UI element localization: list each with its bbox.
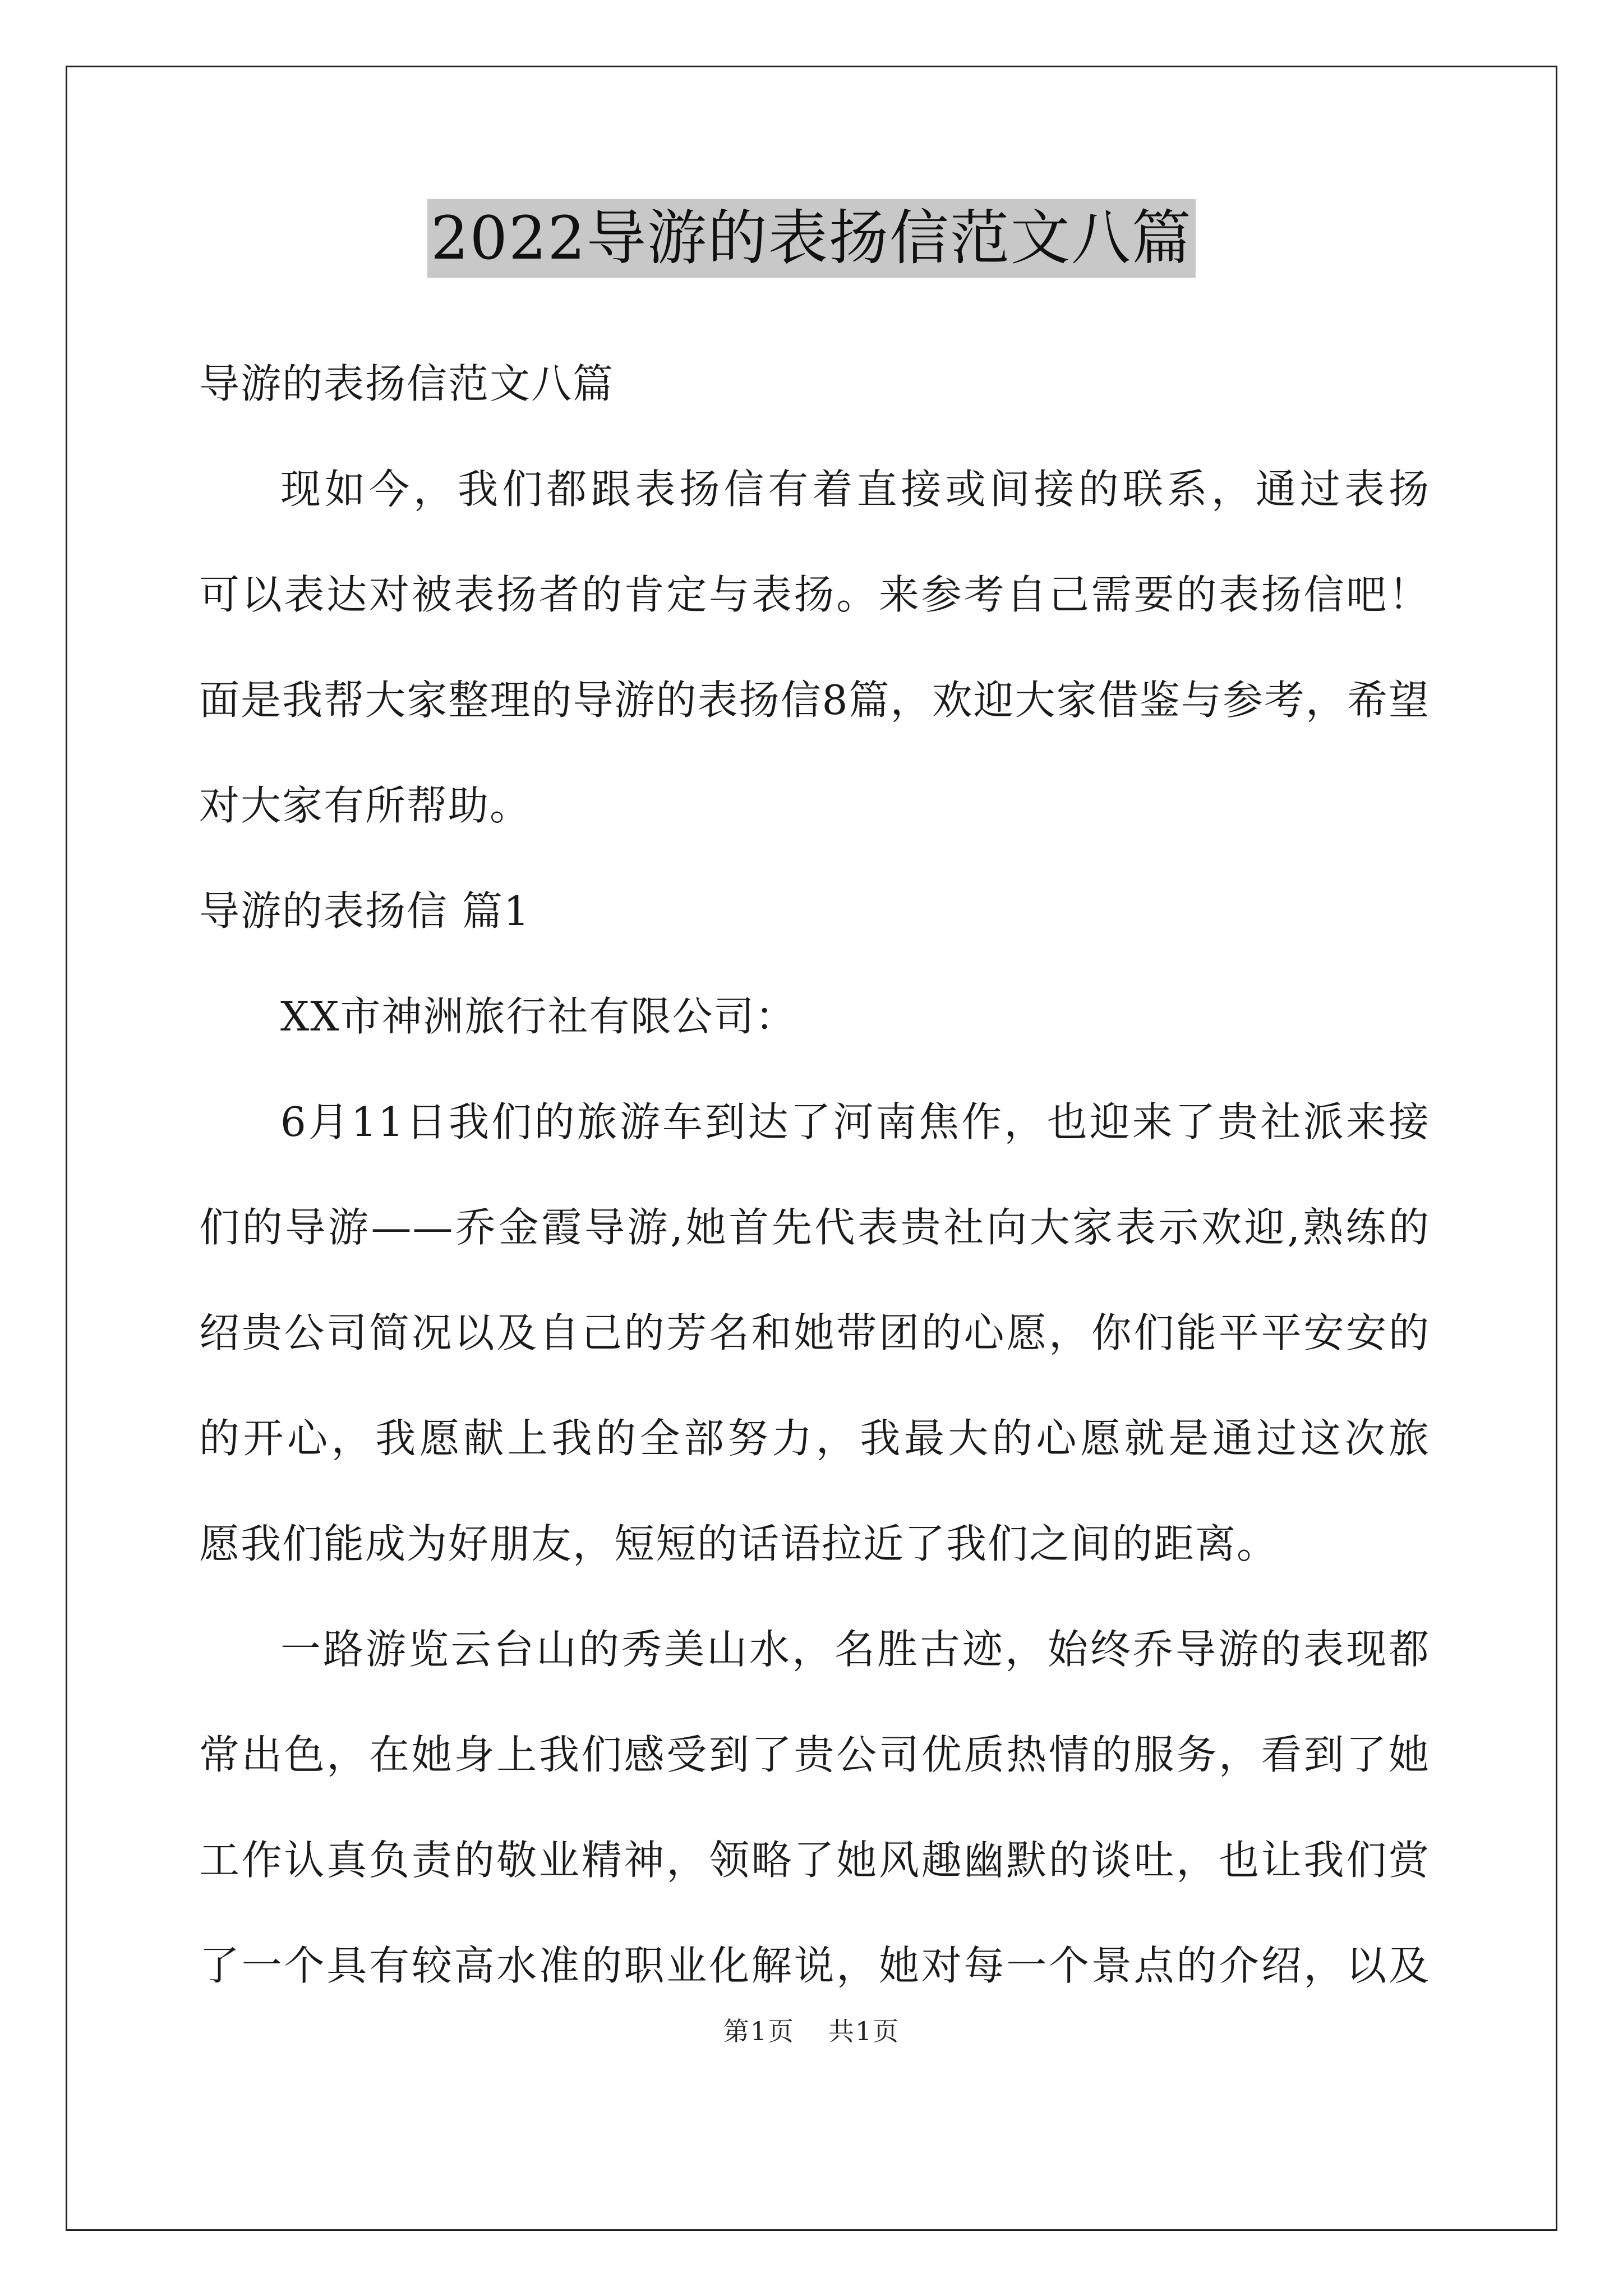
text-line: 可以表达对被表扬者的肯定与表扬。来参考自己需要的表扬信吧！ — [199, 571, 1430, 618]
title-container — [0, 199, 1623, 278]
page-total: 共1页 — [828, 2016, 900, 2046]
text-line: 的开心，我愿献上我的全部努力，我最大的心愿就是通过这次旅 — [199, 1415, 1430, 1462]
text-line: 绍贵公司简况以及自己的芳名和她带团的心愿，你们能平平安安的 — [199, 1309, 1430, 1356]
text-line: XX市神洲旅行社有限公司： — [280, 993, 797, 1040]
document-title: 2022导游的表扬信范文八篇 — [427, 199, 1196, 278]
text-line: 导游的表扬信 篇1 — [199, 887, 531, 935]
text-line: 6月11日我们的旅游车到达了河南焦作，也迎来了贵社派来接 — [280, 1098, 1430, 1145]
text-line: 工作认真负责的敬业精神，领略了她风趣幽默的谈吐，也让我们赏 — [199, 1837, 1430, 1884]
text-line: 对大家有所帮助。 — [199, 782, 532, 829]
text-line: 面是我帮大家整理的导游的表扬信8篇，欢迎大家借鉴与参考，希望 — [199, 677, 1430, 724]
text-line: 现如今，我们都跟表扬信有着直接或间接的联系，通过表扬 — [280, 466, 1430, 513]
text-line: 愿我们能成为好朋友，短短的话语拉近了我们之间的距离。 — [199, 1520, 1279, 1567]
text-line: 常出色，在她身上我们感受到了贵公司优质热情的服务，看到了她 — [199, 1731, 1430, 1778]
text-line: 一路游览云台山的秀美山水，名胜古迹，始终乔导游的表现都 — [280, 1626, 1430, 1673]
text-line: 导游的表扬信范文八篇 — [199, 360, 615, 407]
page-footer — [0, 2011, 1623, 2048]
page-number: 第1页 — [723, 2016, 795, 2046]
text-line: 了一个具有较高水准的职业化解说，她对每一个景点的介绍，以及 — [199, 1942, 1430, 1989]
document-body — [199, 331, 1430, 2018]
text-line: 们的导游——乔金霞导游,她首先代表贵社向大家表示欢迎,熟练的 — [199, 1204, 1430, 1251]
